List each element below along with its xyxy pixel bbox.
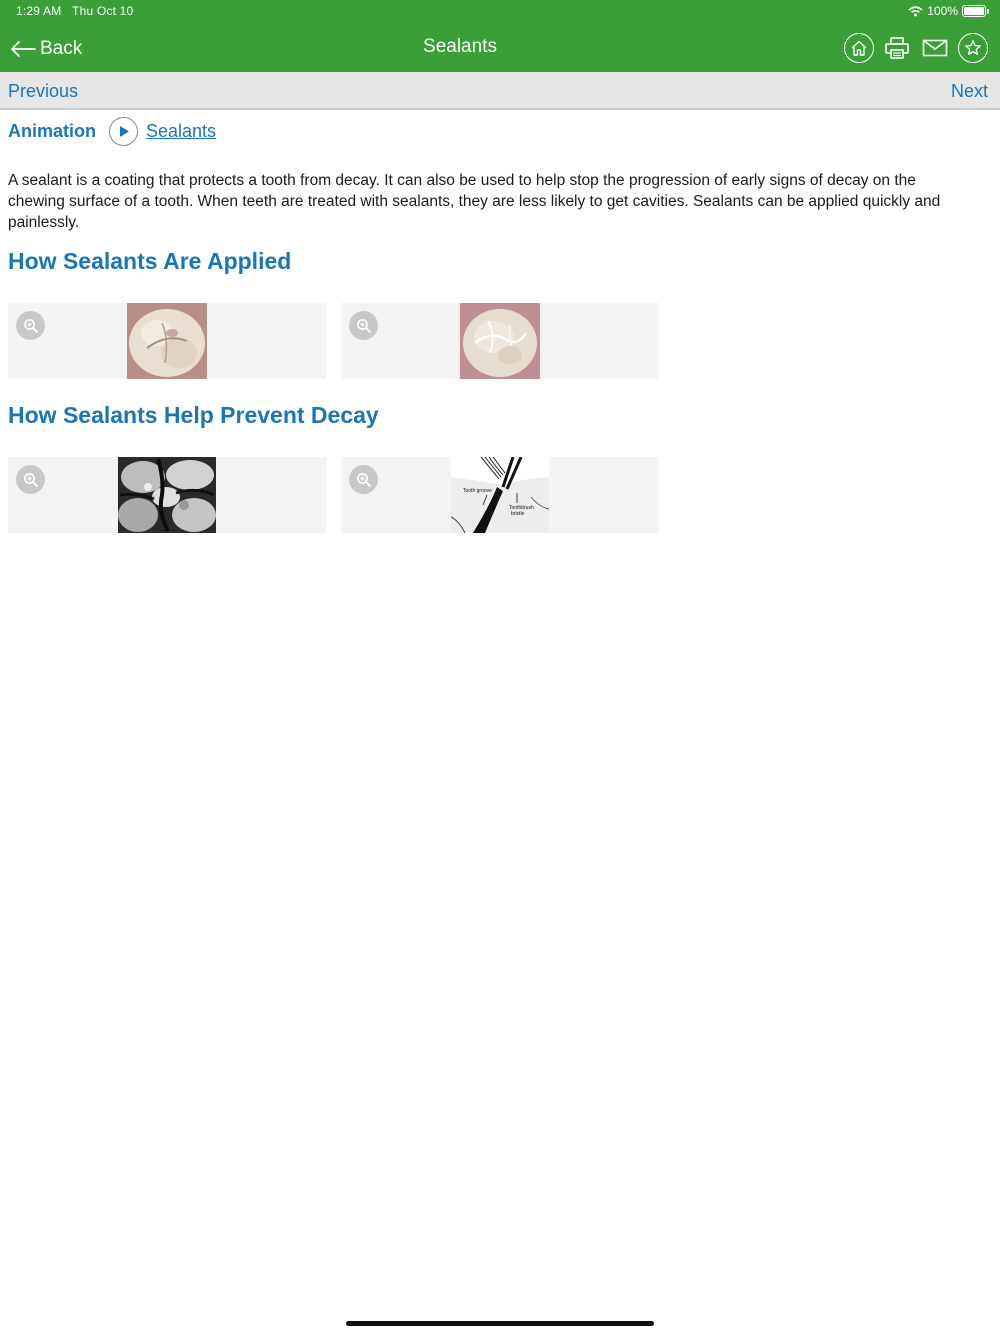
previous-link[interactable]: Previous: [8, 81, 79, 101]
tooth-photo-after: [460, 303, 540, 379]
status-time-value: 1:29 AM: [16, 4, 62, 18]
image-thumbnail[interactable]: [341, 457, 659, 533]
battery-percent: 100%: [927, 4, 958, 18]
animation-row: [8, 116, 216, 146]
zoom-in-icon: [23, 318, 39, 334]
wifi-icon: [908, 6, 923, 17]
zoom-button[interactable]: [16, 311, 45, 340]
section-heading-applied: How Sealants Are Applied: [8, 248, 292, 274]
zoom-button[interactable]: [349, 311, 378, 340]
home-icon: [850, 39, 868, 57]
zoom-button[interactable]: [349, 465, 378, 494]
page-title: Sealants: [423, 36, 497, 57]
zoom-in-icon: [356, 318, 372, 334]
status-date: Thu Oct 10: [72, 4, 134, 18]
tooth-photo-before: [127, 303, 207, 379]
mail-icon: [922, 39, 948, 57]
toothbrush-groove-diagram: [451, 457, 549, 533]
diagram-label-bristle-1: Toothbrush: [509, 505, 534, 511]
status-time: [16, 4, 133, 18]
toolbar-icons: [844, 33, 988, 63]
email-button[interactable]: [920, 33, 950, 63]
print-icon: [884, 36, 910, 60]
play-animation-button[interactable]: [109, 117, 138, 146]
animation-label: Animation: [8, 120, 96, 141]
top-navigation-bar: [0, 0, 1000, 72]
image-thumbnail[interactable]: [8, 303, 326, 379]
print-button[interactable]: [882, 33, 912, 63]
arrow-left-icon: [10, 40, 36, 58]
diagram-label-bristle-2: bristle: [511, 511, 525, 517]
back-button[interactable]: [10, 34, 82, 64]
play-icon: [118, 125, 130, 138]
zoom-button[interactable]: [16, 465, 45, 494]
animation-link[interactable]: Sealants: [146, 120, 217, 141]
home-button[interactable]: [844, 33, 874, 63]
back-label: Back: [40, 38, 83, 59]
battery-icon: [962, 5, 986, 17]
zoom-in-icon: [23, 472, 39, 488]
star-icon: [964, 39, 982, 57]
image-thumbnail[interactable]: [341, 303, 659, 379]
pager-bar: [0, 72, 1000, 110]
favorite-button[interactable]: [958, 33, 988, 63]
diagram-label-groove: Tooth groove: [463, 488, 492, 494]
zoom-in-icon: [356, 472, 372, 488]
tooth-microscope-image: [118, 457, 216, 533]
next-link[interactable]: Next: [950, 81, 988, 101]
home-indicator: [346, 1321, 654, 1326]
image-thumbnail[interactable]: [8, 457, 326, 533]
intro-paragraph: A sealant is a coating that protects a tooth from decay. It can also be used to help stop the progression of early signs of decay on the chewing surface of a tooth. When teeth are treated with sealants, they are less likely to get cavities. Sealants can be applied quickly and painlessly.: [8, 172, 941, 231]
status-right: [908, 4, 986, 18]
section-heading-prevent-decay: How Sealants Help Prevent Decay: [8, 402, 379, 428]
